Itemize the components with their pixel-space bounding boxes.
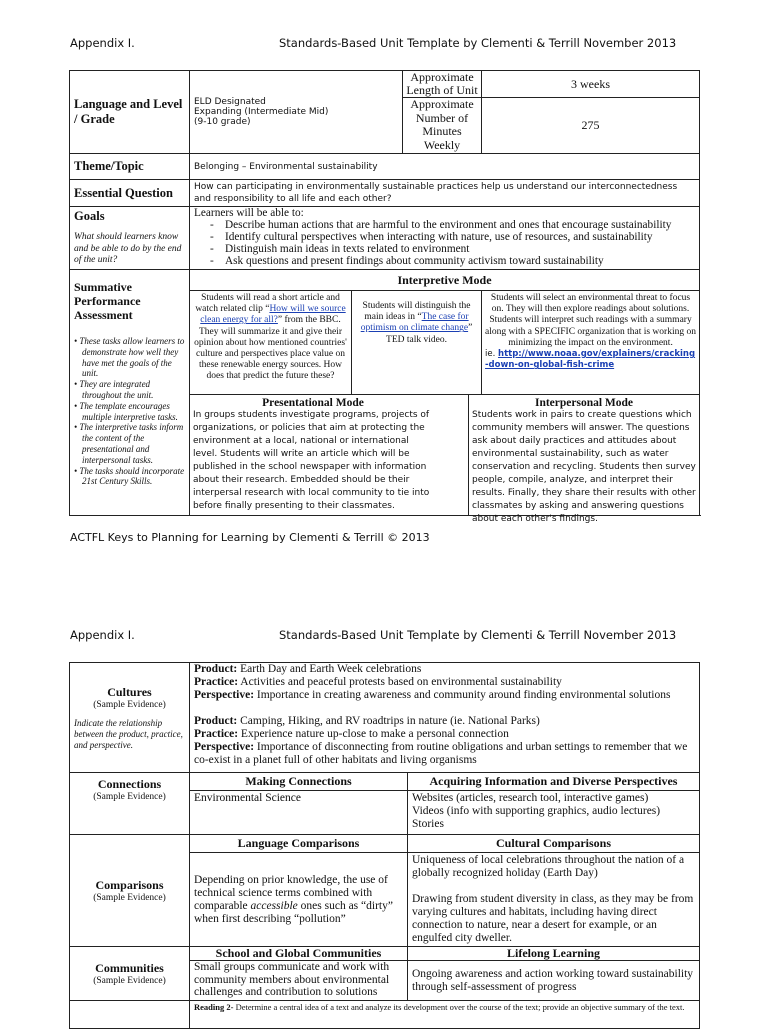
language-comparisons-value: Depending on prior knowledge, the use of technical science terms combined with comparable accessible ones such as “dirty” when first describing “pollution”	[190, 853, 408, 947]
unit-table-page1	[69, 70, 700, 524]
goals-note: What should learners know and be able to do by the end of the unit?	[74, 232, 182, 265]
comparisons-label: Comparisons	[95, 878, 164, 892]
unit-table-page2	[69, 662, 700, 1029]
communities-sample: (Sample Evidence)	[93, 976, 166, 986]
interpersonal-text: Students work in pairs to create questions which community members will answer. The questions ask about daily practices and attitudes about environmental sustainability, such as water conservation and recycling. Students then survey people, compile, analyze, and interpret their results. Finally, they share their results with other classmates by asking and answering questions about each other's findings.	[472, 410, 696, 524]
school-global-value: Small groups communicate and work with community members about environmental challenges and contribution to solutions	[190, 961, 408, 1001]
cultures-content: Product: Earth Day and Earth Week celebrations Practice: Activities and peaceful protests based on environmental sustainability Perspective: Importance in creating awareness and community around finding environmental solutions Product: Camping, Hiking, and RV roadtrips in nature (ie. National Parks) Practice: Experience nature up-close to make a personal connection Perspective: Importance of disconnecting from routine obligations and urban settings to remember that we co-exist in a planet full of other habitats and living organisms	[190, 663, 700, 773]
cultures-cell	[70, 663, 190, 773]
summative-label: Summative Performance Assessment	[74, 280, 141, 322]
making-connections-value: Environmental Science	[190, 791, 408, 835]
goal-item: Distinguish main ideas in texts related to environment	[225, 243, 470, 255]
goals-intro: Learners will be able to:	[194, 207, 304, 219]
length-value: 3 weeks	[482, 71, 700, 98]
cultural-comparisons-title: Cultural Comparisons	[408, 835, 700, 853]
interpersonal-mode-title: Interpersonal Mode	[534, 397, 634, 409]
school-global-title: School and Global Communities	[190, 947, 408, 961]
connections-label: Connections	[97, 777, 162, 791]
summative-cell	[70, 270, 190, 516]
language-level-label: Language and Level / Grade	[70, 71, 190, 154]
interpersonal-cell	[469, 395, 700, 524]
theme-value: Belonging – Environmental sustainability	[190, 154, 700, 180]
essential-question-value: How can participating in environmentally sustainable practices help us understand our interconnectedness and responsibility to all life and each other?	[190, 180, 700, 207]
document-title-2: Standards-Based Unit Template by Clementi & Terrill November 2013	[279, 628, 677, 642]
footer-credit: ACTFL Keys to Planning for Learning by Clementi & Terrill © 2013	[70, 531, 430, 544]
goal-item: Describe human actions that are harmful to the environment and ones that encourage sustainability	[225, 219, 672, 231]
goals-cell	[70, 207, 190, 270]
presentational-mode-title: Presentational Mode	[262, 397, 364, 409]
interpretive-task-3: Students will select an environmental threat to focus on. They will then explore readings about solutions. Students will interpret such readings with a summary along with a SPECIFIC organization that is working on minimizing the impact on the environment. ie. http://www.noaa.gov/explainers/cracking-down-on-global-fish-crime	[482, 291, 700, 395]
bbc-clip-link[interactable]: How will we source clean energy for all?	[200, 304, 346, 326]
connections-sample: (Sample Evidence)	[93, 792, 166, 802]
cultural-comparisons-value: Uniqueness of local celebrations throughout the nation of a globally recognized holiday (Earth Day) Drawing from student diversity in class, as they may be from varying cultures and habitats, including having direct connection to nature, near a desert for example, or an engulfed city dweller.	[408, 853, 700, 947]
summative-notes: • These tasks allow learners to demonstrate how well they have met the goals of the unit. • They are integrated throughout the unit. • The template encourages multiple interpretive tasks. • The interpretive tasks inform the content of the presentational and interpersonal tasks. • The tasks should incorporate 21st Century Skills.	[74, 336, 185, 487]
document-title: Standards-Based Unit Template by Clementi & Terrill November 2013	[279, 36, 677, 50]
goals-list: Learners will be able to: - Describe human actions that are harmful to the environment and ones that encourage sustainability - Identify cultural perspectives when interacting with nature, use of resources, and sustainability - Distinguish main ideas in texts related to environment - Ask questions and present findings about community activism toward sustainability	[190, 207, 700, 270]
presentational-cell	[190, 395, 469, 516]
theme-label: Theme/Topic	[70, 154, 190, 180]
length-label: Approximate Length of Unit	[403, 71, 482, 98]
communities-label: Communities	[95, 961, 164, 975]
comparisons-sample: (Sample Evidence)	[93, 893, 166, 903]
appendix-label: Appendix I.	[70, 36, 135, 50]
minutes-value: 275	[482, 98, 700, 154]
interpretive-task-1: Students will read a short article and watch related clip “How will we source clean energy for all?” from the BBC. They will summarize it and give their opinion about how mentioned countries' culture and perspectives place value on these renewable energy sources. How does that predict the future these?	[190, 291, 352, 395]
connections-cell	[70, 773, 190, 835]
cultures-sample: (Sample Evidence)	[93, 699, 166, 710]
language-comparisons-title: Language Comparisons	[190, 835, 408, 853]
cultures-label: Cultures	[107, 684, 152, 699]
ted-talk-link[interactable]: The case for optimism on climate change	[360, 312, 469, 334]
standards-label-cell	[70, 1001, 190, 1029]
interpretive-mode-title: Interpretive Mode	[190, 270, 700, 291]
minutes-label: Approximate Number of Minutes Weekly	[403, 98, 482, 154]
cultures-note: Indicate the relationship between the product, practice, and perspective.	[74, 717, 183, 750]
interpretive-task-2: Students will distinguish the main ideas in “The case for optimism on climate change” TED talk video.	[352, 291, 482, 395]
noaa-link[interactable]: http://www.noaa.gov/explainers/cracking-down-on-global-fish-crime	[485, 349, 696, 371]
language-level-value: ELD Designated Expanding (Intermediate Mid) (9-10 grade)	[190, 71, 403, 154]
communities-cell	[70, 947, 190, 1001]
appendix-label-2: Appendix I.	[70, 628, 135, 642]
goal-item: Identify cultural perspectives when interacting with nature, use of resources, and sustainability	[225, 231, 653, 243]
presentational-text: In groups students investigate programs, projects of organizations, or policies that aim at protecting the environment at a local, national or international level. Students will write an article which will be published in the school newspaper with information about their research. Embedded should be their interpersal research with local community to tie into before finally presenting to their classmates.	[193, 410, 430, 511]
acquiring-info-value: Websites (articles, research tool, interactive games) Videos (info with supporting graphics, audio lectures) Stories	[408, 791, 700, 835]
presentational-block	[190, 395, 436, 515]
lifelong-learning-value: Ongoing awareness and action working toward sustainability through self-assessment of progress	[408, 961, 700, 1001]
goal-item: Ask questions and present findings about community activism toward sustainability	[225, 255, 604, 267]
lifelong-learning-title: Lifelong Learning	[408, 947, 700, 961]
goals-label: Goals	[74, 209, 105, 223]
acquiring-info-title: Acquiring Information and Diverse Perspectives	[408, 773, 700, 791]
making-connections-title: Making Connections	[190, 773, 408, 791]
reading-standard: Reading 2- Determine a central idea of a text and analyze its development over the course of the text; provide an objective summary of the text.	[190, 1001, 700, 1029]
comparisons-cell	[70, 835, 190, 947]
essential-question-label: Essential Question	[70, 180, 190, 207]
